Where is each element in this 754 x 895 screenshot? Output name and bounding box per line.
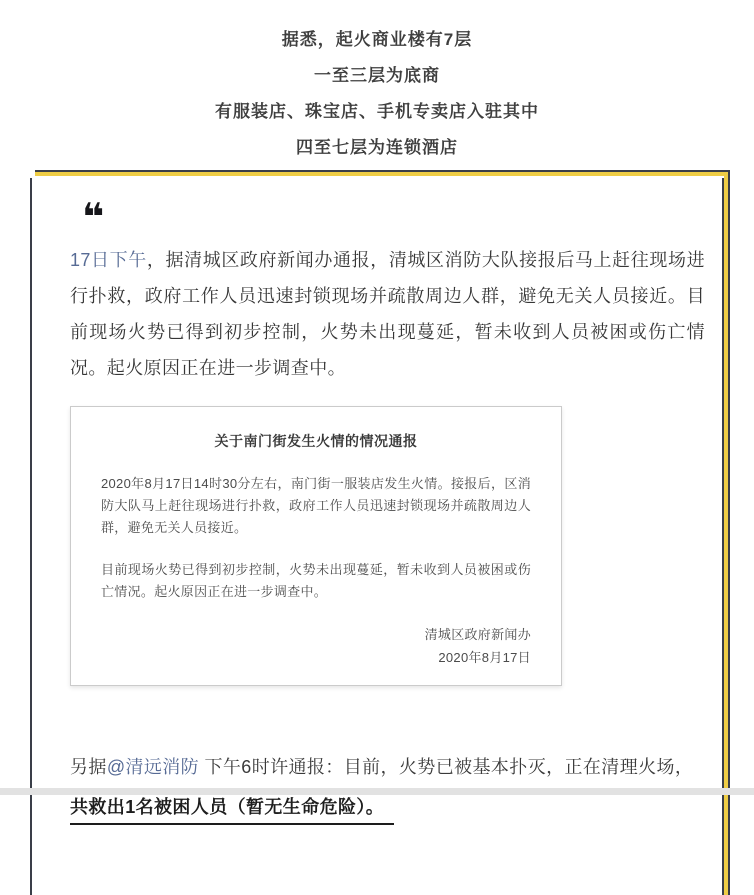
article-summary: [0, 0, 754, 166]
summary-line-1: 据悉，起火商业楼有7层: [281, 30, 473, 49]
update-highlight-line: [70, 793, 705, 825]
notice-paragraph-1: 2020年8月17日14时30分左右，南门街一服装店发生火情。接报后，区消防大队马上赶往现场进行扑救，政府工作人员迅速封锁现场并疏散周边人群，避免无关人员接近。: [101, 476, 531, 535]
report-paragraph: [70, 242, 705, 386]
summary-line-3: 有服装店、珠宝店、手机专卖店入驻其中: [215, 102, 539, 121]
notice-paragraph-2: 目前现场火势已得到初步控制，火势未出现蔓延，暂未收到人员被困或伤亡情况。起火原因正在进一步调查中。: [101, 562, 531, 599]
mention-link[interactable]: @清远消防: [106, 757, 200, 777]
update-prefix: 另据: [70, 757, 107, 777]
quote-box-top-accent: [35, 170, 730, 176]
official-notice-image[interactable]: [70, 406, 562, 686]
rescue-highlight: 共救出1名被困人员（暂无生命危险）。: [70, 793, 394, 825]
report-paragraph-text: ，据清城区政府新闻办通报，清城区消防大队接报后马上赶往现场进行扑救，政府工作人员迅速封锁现场并疏散周边人群，避免无关人员接近。目前现场火势已得到初步控制，火势未出现蔓延，暂未收到人员被困或伤亡情况。起火原因正在进一步调查中。: [70, 250, 705, 378]
page-bottom-divider: [0, 788, 754, 795]
quote-icon: ❝: [82, 195, 105, 239]
quote-box-right-accent: [724, 172, 730, 895]
time-link[interactable]: 17日下午: [70, 250, 147, 270]
update-text: 下午6时许通报：目前，火势已被基本扑灭，正在清理火场，: [199, 757, 694, 777]
summary-line-2: 一至三层为底商: [314, 66, 440, 85]
notice-date: 2020年8月17日: [438, 650, 531, 665]
notice-signature: 清城区政府新闻办: [424, 627, 531, 642]
update-line: [70, 754, 705, 780]
notice-title: 关于南门街发生火情的情况通报: [214, 433, 418, 449]
summary-line-4: 四至七层为连锁酒店: [296, 138, 458, 157]
